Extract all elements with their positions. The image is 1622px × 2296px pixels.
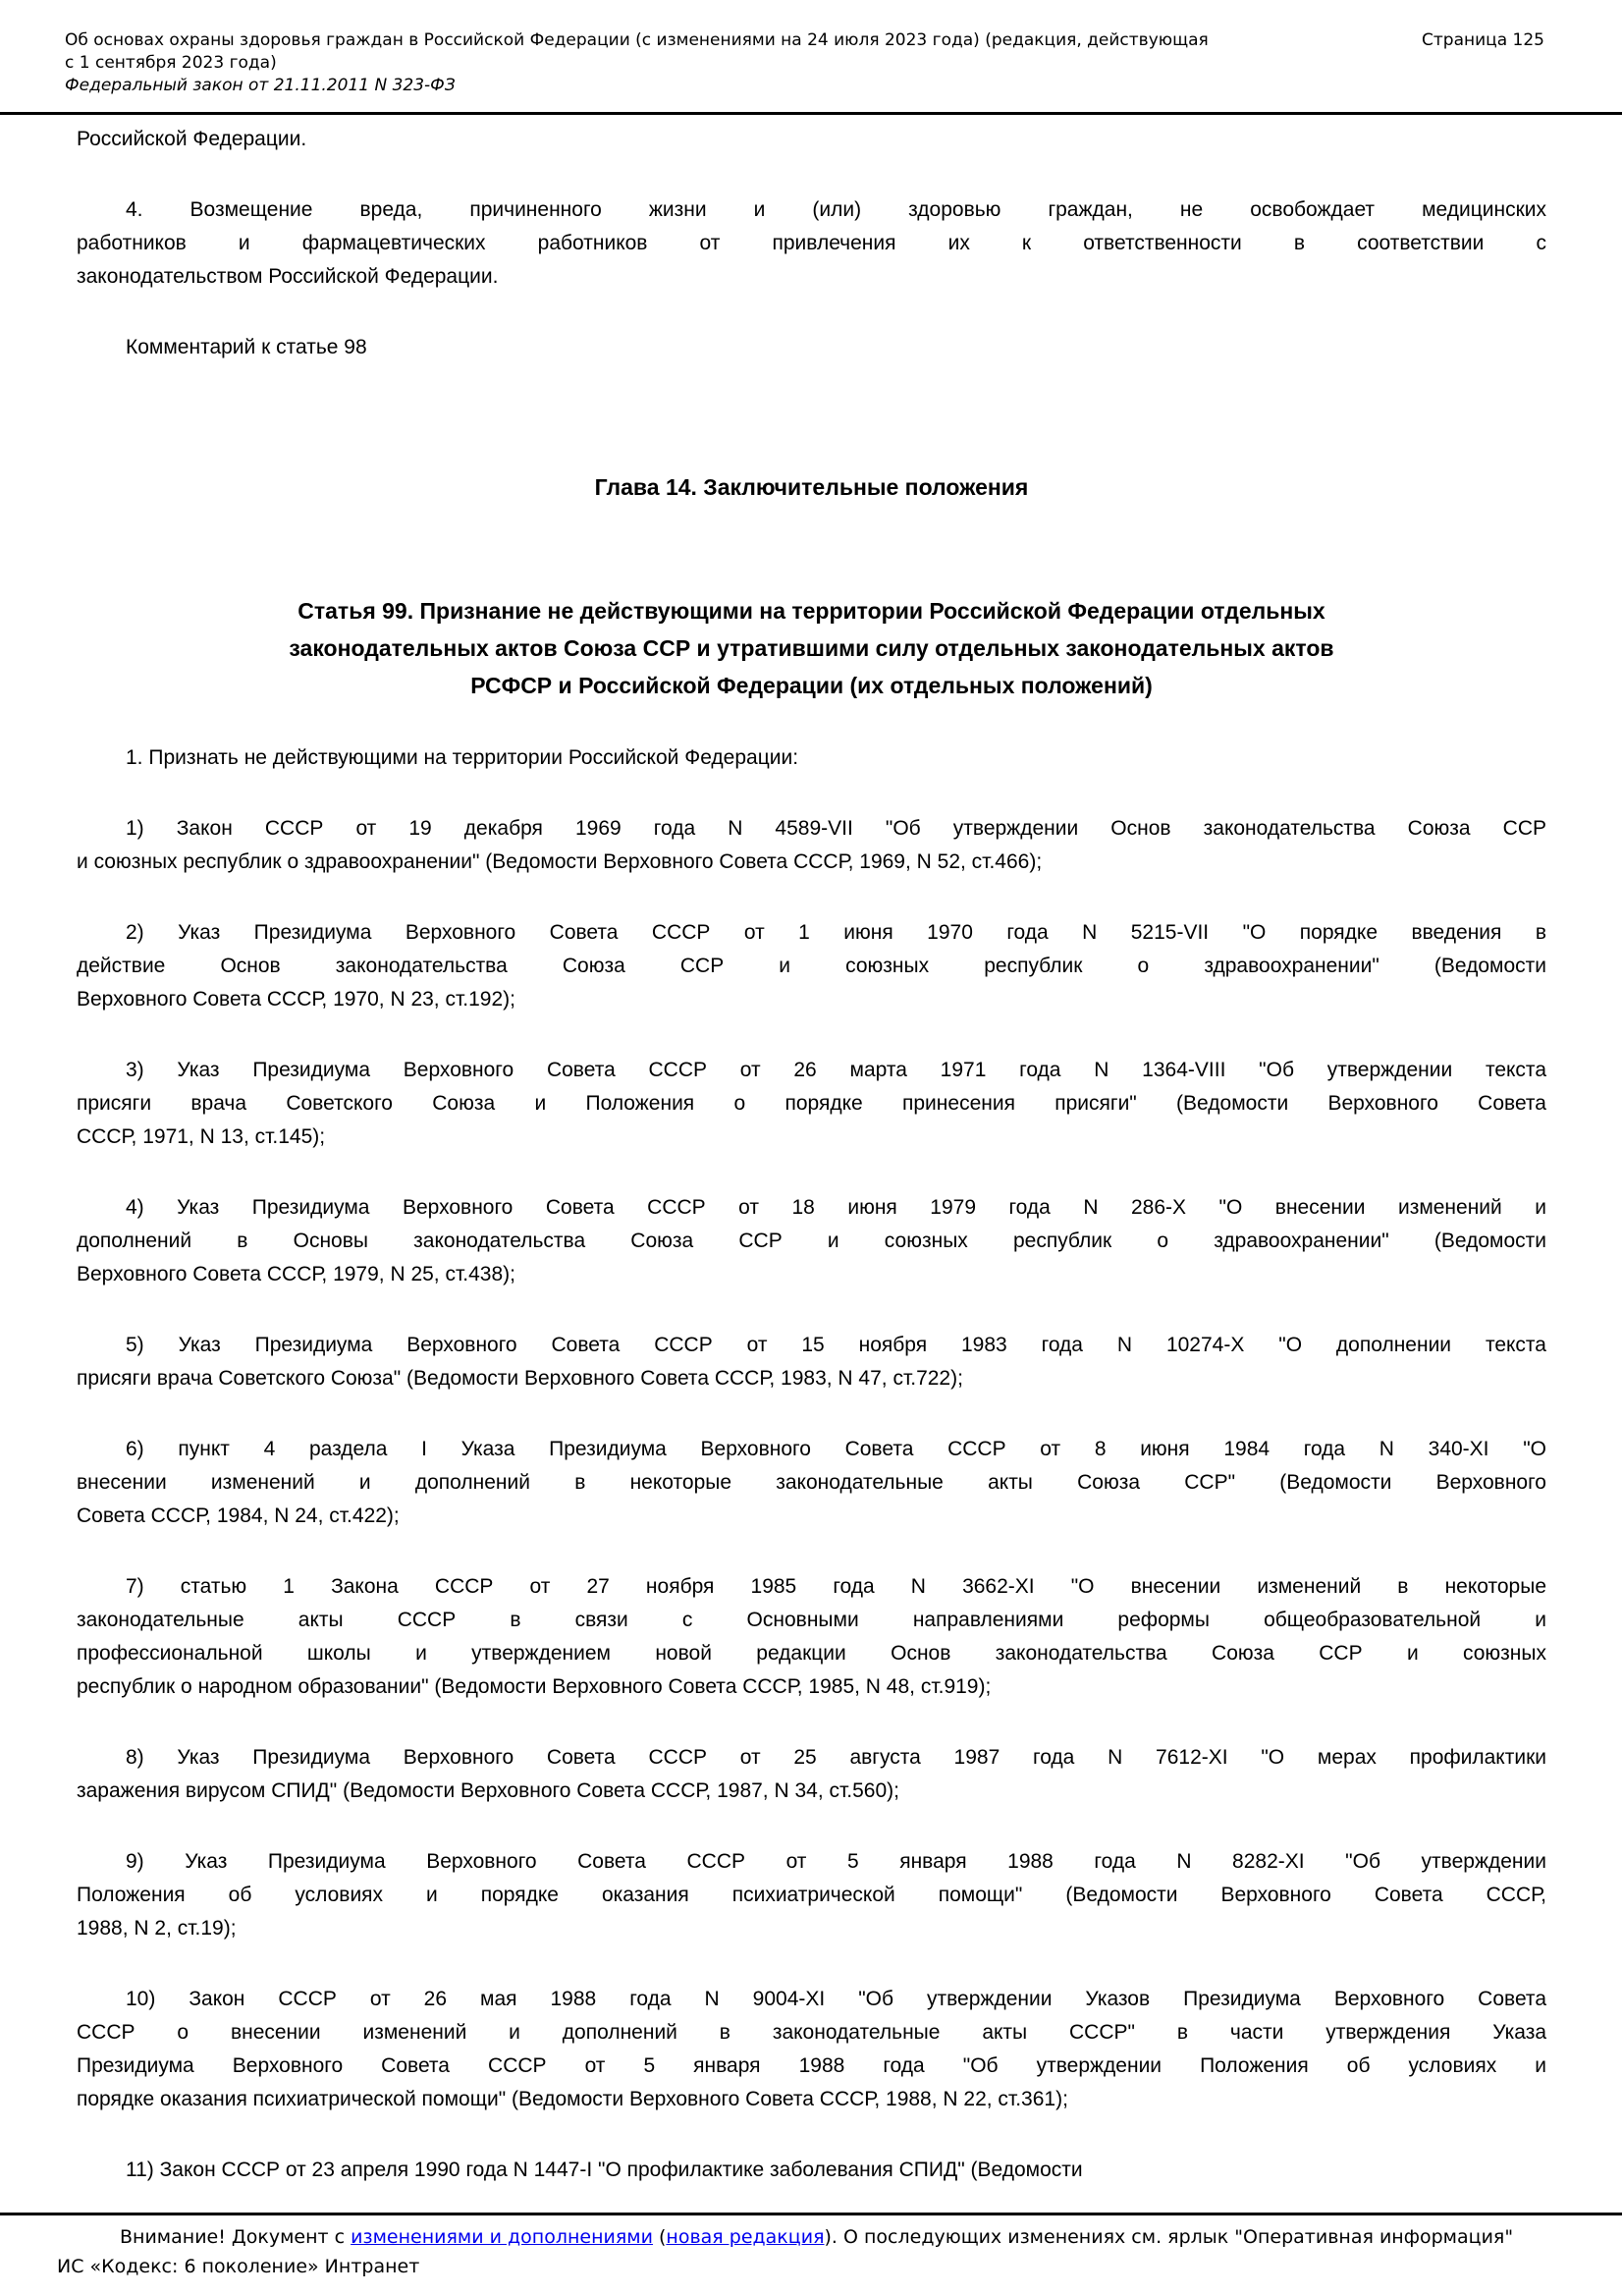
paragraph (77, 916, 1546, 1016)
document-title (65, 29, 1371, 97)
text-line: внесении изменений и дополнений в некоторые законодательные акты Союза ССР" (Ведомости Верховного (77, 1471, 1546, 1494)
paragraph (77, 741, 1546, 775)
page-number: Страница 125 (1422, 30, 1544, 50)
text-line: Верховного Совета СССР, 1979, N 25, ст.438); (77, 1263, 515, 1285)
text-line: СССР о внесении изменений и дополнений в законодательные акты СССР" в части утверждения Указа (77, 2021, 1546, 2044)
text-line: профессиональной школы и утверждением новой редакции Основ законодательства Союза ССР и союзных (77, 1642, 1546, 1665)
footer-notice (57, 2222, 1583, 2252)
text-line: 1) Закон СССР от 19 декабря 1969 года N 4589-VII "Об утверждении Основ законодательства Союза ССР (126, 817, 1546, 840)
document-title-line-1: Об основах охраны здоровья граждан в Российской Федерации (с изменениями на 24 июля 2023 года) (редакция, действующая (65, 30, 1209, 50)
text-line: Глава 14. Заключительные положения (594, 474, 1029, 500)
document-title-line-2: с 1 сентября 2023 года) (65, 53, 277, 73)
text-line: 10) Закон СССР от 26 мая 1988 года N 9004-XI "Об утверждении Указов Президиума Верховного Совета (126, 1988, 1546, 2010)
paragraph (77, 1845, 1546, 1945)
footer-notice-prefix: Внимание! Документ с (120, 2226, 351, 2248)
document-subtitle: Федеральный закон от 21.11.2011 N 323-ФЗ (65, 76, 456, 95)
heading (77, 468, 1546, 506)
text-line: и союзных республик о здравоохранении" (Ведомости Верховного Совета СССР, 1969, N 52, ст.466); (77, 850, 1043, 873)
text-line: РСФСР и Российской Федерации (их отдельных положений) (470, 673, 1153, 698)
text-line: Положения об условиях и порядке оказания психиатрической помощи" (Ведомости Верховного Совета СССР, (77, 1884, 1546, 1906)
text-line: порядке оказания психиатрической помощи" (Ведомости Верховного Совета СССР, 1988, N 22, ст.361); (77, 2088, 1068, 2110)
text-line: 5) Указ Президиума Верховного Совета СССР от 15 ноября 1983 года N 10274-X "О дополнении текста (126, 1334, 1546, 1356)
paragraph (77, 123, 1546, 156)
text-line: 4. Возмещение вреда, причиненного жизни и (или) здоровью граждан, не освобождает медицинских (126, 198, 1546, 221)
text-line: Верховного Совета СССР, 1970, N 23, ст.192); (77, 988, 515, 1011)
text-line: 1988, N 2, ст.19); (77, 1917, 237, 1940)
paragraph (77, 2154, 1546, 2187)
amendments-link[interactable]: изменениями и дополнениями (351, 2226, 653, 2248)
new-edition-link[interactable]: новая редакция (666, 2226, 825, 2248)
page-footer (0, 2213, 1622, 2281)
text-line: СССР, 1971, N 13, ст.145); (77, 1125, 326, 1148)
paragraph (77, 1741, 1546, 1808)
footer-notice-suffix: ). О последующих изменениях см. ярлык "Оперативная информация" (824, 2226, 1514, 2248)
text-line: Совета СССР, 1984, N 24, ст.422); (77, 1504, 400, 1527)
paragraph (77, 331, 1546, 364)
text-line: республик о народном образовании" (Ведомости Верховного Совета СССР, 1985, N 48, ст.919); (77, 1675, 992, 1698)
text-line: 1. Признать не действующими на территории Российской Федерации: (126, 746, 799, 769)
footer-notice-mid: ( (652, 2226, 667, 2248)
text-line: работников и фармацевтических работников от привлечения их к ответственности в соответствии с (77, 232, 1546, 254)
text-line: Президиума Верховного Совета СССР от 5 января 1988 года "Об утверждении Положения об условиях и (77, 2054, 1546, 2077)
text-line: заражения вирусом СПИД" (Ведомости Верховного Совета СССР, 1987, N 34, ст.560); (77, 1779, 899, 1802)
text-line: законодательством Российской Федерации. (77, 265, 499, 288)
paragraph (77, 1191, 1546, 1291)
text-line: дополнений в Основы законодательства Союза ССР и союзных республик о здравоохранении" (Ведомости (77, 1230, 1546, 1252)
text-line: присяги врача Советского Союза" (Ведомости Верховного Совета СССР, 1983, N 47, ст.722); (77, 1367, 963, 1390)
text-line: 3) Указ Президиума Верховного Совета СССР от 26 марта 1971 года N 1364-VIII "Об утверждении текста (126, 1059, 1546, 1081)
text-line: 6) пункт 4 раздела I Указа Президиума Верховного Совета СССР от 8 июня 1984 года N 340-XI "О (126, 1438, 1546, 1460)
text-line: 9) Указ Президиума Верховного Совета СССР от 5 января 1988 года N 8282-XI "Об утверждении (126, 1850, 1546, 1873)
text-line: законодательных актов Союза ССР и утратившими силу отдельных законодательных актов (289, 635, 1334, 661)
paragraph (77, 1329, 1546, 1395)
text-line: действие Основ законодательства Союза ССР и союзных республик о здравоохранении" (Ведомости (77, 955, 1546, 977)
text-line: Комментарий к статье 98 (126, 336, 367, 358)
text-line: Российской Федерации. (77, 128, 307, 150)
paragraph (77, 1433, 1546, 1533)
text-line: законодательные акты СССР в связи с Основными направлениями реформы общеобразовательной и (77, 1609, 1546, 1631)
document-body (0, 115, 1622, 2187)
text-line: 11) Закон СССР от 23 апреля 1990 года N 1447-I "О профилактике заболевания СПИД" (Ведомости (126, 2159, 1083, 2181)
paragraph (77, 1983, 1546, 2116)
footer-system-label: ИС «Кодекс: 6 поколение» Интранет (57, 2256, 420, 2277)
text-line: 7) статью 1 Закона СССР от 27 ноября 1985 года N 3662-XI "О внесении изменений в некоторые (126, 1575, 1546, 1598)
text-line: 2) Указ Президиума Верховного Совета СССР от 1 июня 1970 года N 5215-VII "О порядке введения в (126, 921, 1546, 944)
text-line: присяги врача Советского Союза и Положения о порядке принесения присяги" (Ведомости Верховного Совета (77, 1092, 1546, 1115)
heading (77, 592, 1546, 704)
paragraph (77, 812, 1546, 879)
text-line: 4) Указ Президиума Верховного Совета СССР от 18 июня 1979 года N 286-X "О внесении изменений и (126, 1196, 1546, 1219)
paragraph (77, 1570, 1546, 1704)
footer-body (0, 2215, 1622, 2281)
text-line: 8) Указ Президиума Верховного Совета СССР от 25 августа 1987 года N 7612-XI "О мерах профилактики (126, 1746, 1546, 1769)
page-header (0, 0, 1622, 97)
paragraph (77, 1054, 1546, 1154)
text-line: Статья 99. Признание не действующими на территории Российской Федерации отдельных (297, 598, 1325, 624)
paragraph (77, 193, 1546, 294)
